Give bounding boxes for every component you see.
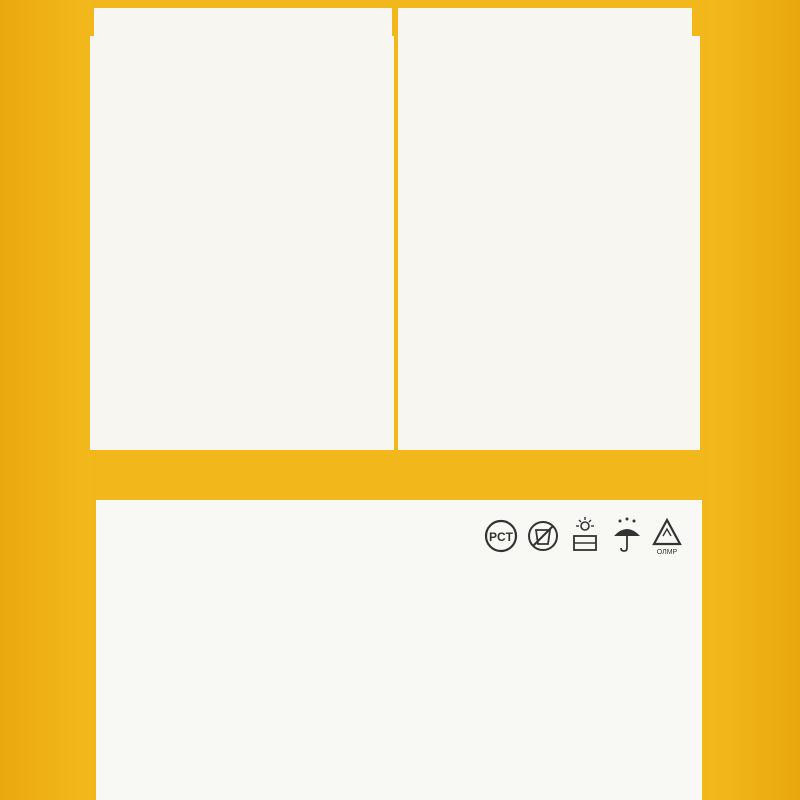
column-divider (394, 0, 398, 450)
pct-certification-icon (484, 516, 518, 556)
pictogram-row (484, 516, 684, 560)
recycle-icon (650, 516, 684, 556)
header-value (398, 8, 692, 36)
info-label (96, 500, 702, 800)
keep-dry-umbrella-icon (610, 516, 644, 556)
svg-text:PCT: PCT (489, 530, 513, 544)
manufacturer-block (110, 600, 500, 601)
header-characteristic (94, 8, 392, 36)
bag-edge-left (0, 0, 90, 800)
specification-table (90, 0, 700, 450)
keep-from-sun-icon (568, 516, 602, 556)
svg-text:ОЛМР: ОЛМР (656, 549, 678, 556)
bag-edge-right (710, 0, 800, 800)
no-disposal-icon (526, 516, 560, 556)
